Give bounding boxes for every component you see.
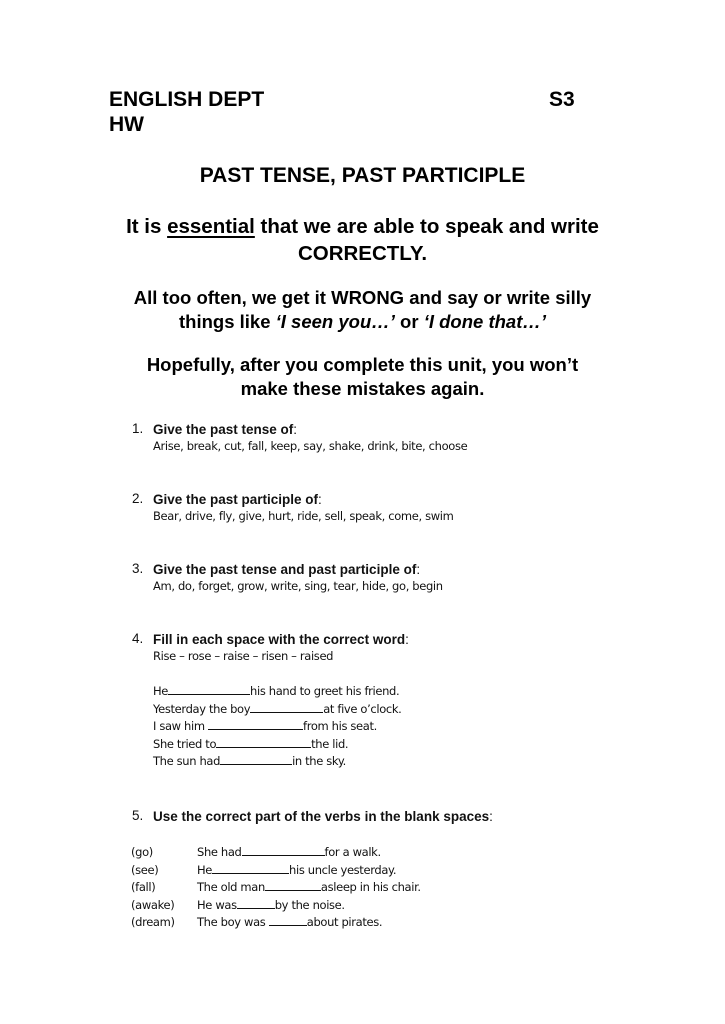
sentence — [131, 861, 421, 879]
word-choices: Rise – rose – raise – risen – raised — [153, 649, 334, 663]
sentence — [153, 700, 401, 718]
sentence-end: asleep in his chair. — [320, 880, 421, 894]
sentence-start: She tried to — [153, 736, 217, 751]
sentence — [153, 735, 401, 753]
blank-field[interactable] — [168, 682, 250, 695]
question-heading — [153, 808, 493, 826]
sentence-end: his uncle yesterday. — [289, 862, 397, 877]
blank-field[interactable] — [269, 913, 307, 926]
verb-sentences — [131, 843, 421, 931]
hope-line-2: make these mistakes again. — [240, 378, 485, 399]
warning-line-2 — [0, 310, 725, 334]
sentence — [153, 752, 401, 770]
blank-field[interactable] — [250, 700, 323, 713]
heading-text: Give the past participle of — [153, 492, 319, 507]
sentence-start: She had — [197, 845, 242, 859]
emphasis-word: essential — [167, 215, 255, 238]
blank-field[interactable] — [220, 752, 292, 765]
sentence-start: Yesterday the boy — [153, 701, 251, 716]
sentence-end: from his seat. — [303, 719, 377, 733]
intro-text: It is — [126, 215, 168, 238]
sentence-start: The old man — [197, 880, 265, 894]
intro-text: that we are able to speak and write — [254, 215, 599, 238]
blank-field[interactable] — [265, 878, 321, 891]
sentence — [153, 682, 401, 700]
colon: : — [293, 422, 298, 437]
sentence-end: in the sky. — [292, 754, 346, 768]
sentence-start: He was — [197, 897, 237, 912]
warning-text: things like — [179, 311, 276, 332]
sentence — [131, 913, 421, 931]
blank-field[interactable] — [212, 861, 289, 874]
verb-hint: (awake) — [131, 897, 175, 912]
question-heading — [153, 421, 297, 439]
colon: : — [405, 632, 409, 647]
intro-line-2: CORRECTLY. — [297, 242, 428, 265]
heading-text: Use the correct part of the verbs in the blank spaces — [153, 809, 490, 824]
word-list: Bear, drive, fly, give, hurt, ride, sell, speak, come, swim — [153, 509, 454, 523]
blank-field[interactable] — [216, 735, 311, 748]
word-list: Am, do, forget, grow, write, sing, tear, hide, go, begin — [153, 579, 443, 593]
verb-hint: (fall) — [131, 880, 156, 894]
page-title: PAST TENSE, PAST PARTICIPLE — [199, 164, 526, 187]
sentence-end: the lid. — [311, 736, 349, 751]
level-label: S3 — [549, 88, 575, 111]
heading-text: Fill in each space with the correct word — [153, 632, 406, 647]
verb-hint: (go) — [131, 845, 153, 859]
question-number: 5. — [132, 808, 144, 823]
blank-field[interactable] — [237, 896, 275, 909]
question-heading — [153, 561, 420, 579]
hope-line-1: Hopefully, after you complete this unit, you won’t — [146, 354, 579, 375]
blank-field[interactable] — [242, 843, 325, 856]
dept-label: ENGLISH DEPT — [109, 88, 265, 111]
warning-text: or — [394, 311, 424, 332]
question-heading — [153, 491, 322, 509]
verb-hint: (dream) — [131, 915, 175, 929]
sentence-end: about pirates. — [306, 915, 383, 929]
sentence-start: The sun had — [153, 754, 221, 768]
question-number: 1. — [132, 421, 144, 436]
intro-line-1 — [0, 213, 725, 241]
blank-field[interactable] — [208, 717, 303, 730]
colon: : — [489, 809, 493, 824]
heading-text: Give the past tense of — [153, 422, 294, 437]
colon: : — [318, 492, 322, 507]
sentence-end: by the noise. — [274, 897, 345, 912]
question-number: 4. — [132, 631, 144, 646]
sentence — [153, 717, 401, 735]
question-heading — [153, 631, 409, 649]
sentence — [131, 843, 421, 861]
sentence-end: at five o’clock. — [323, 701, 402, 716]
colon: : — [416, 562, 421, 577]
sentence-end: his hand to greet his friend. — [250, 684, 400, 698]
word-list: Arise, break, cut, fall, keep, say, shake, drink, bite, choose — [153, 439, 468, 453]
sentence-start: The boy was — [197, 915, 269, 929]
example-quote: ‘I seen you…’ — [275, 311, 395, 332]
question-number: 2. — [132, 491, 144, 506]
verb-hint: (see) — [131, 862, 159, 877]
sentence-start: I saw him — [153, 719, 208, 733]
example-quote: ‘I done that…’ — [423, 311, 546, 332]
heading-text: Give the past tense and past participle of — [153, 562, 417, 577]
warning-line-1: All too often, we get it WRONG and say or write silly — [133, 287, 592, 308]
sentence-start: He — [153, 684, 169, 698]
sentence — [131, 896, 421, 914]
sentence — [131, 878, 421, 896]
sentence-end: for a walk. — [324, 845, 381, 859]
fill-in-sentences — [153, 682, 401, 770]
sentence-start: He — [197, 862, 213, 877]
question-number: 3. — [132, 561, 144, 576]
homework-label: HW — [109, 113, 144, 136]
